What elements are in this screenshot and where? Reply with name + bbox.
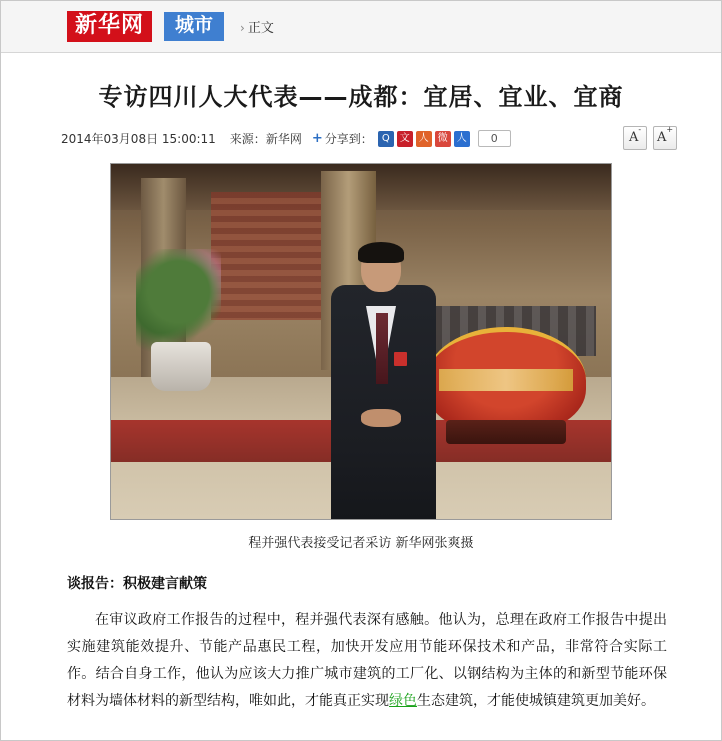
photo-man-tie — [376, 313, 388, 384]
page-title: 专访四川人大代表——成都：宜居、宜业、宜商 — [98, 83, 624, 111]
weibo-share-icon[interactable]: 微 — [435, 131, 451, 147]
source-name[interactable]: 新华网 — [265, 132, 302, 146]
photo-man-badge — [394, 352, 407, 366]
paragraph-text-1: 在审议政府工作报告的过程中，程并强代表深有感触。他认为，总理在政府工作报告中提出实施建筑能效提升、节能产品惠民工程，加快开发应用节能环保技术和产品，非常符合实际工作。结合自身工作，他认为应该大力推广城市建筑的工厂化、以钢结构为主体的和新型节能环保材料为墙体材料的新型结构，唯如此，才能真正实现 — [67, 612, 667, 709]
article-meta — [1, 125, 721, 147]
article-figure — [1, 163, 721, 551]
publish-date: 2014年03月08日 15:00:11 — [61, 132, 216, 146]
share-bar — [312, 130, 511, 147]
article-photo — [110, 163, 612, 520]
channel-tag-city[interactable]: 城市 — [164, 12, 224, 41]
photo-man-hands — [361, 409, 401, 427]
body-paragraph — [67, 607, 667, 715]
font-size-controls — [623, 126, 677, 150]
photo-potted-plant — [136, 249, 221, 356]
site-logo[interactable]: 新华网 — [67, 11, 152, 41]
font-decrease-sup: - — [638, 125, 642, 134]
breadcrumb — [240, 17, 274, 36]
font-decrease-button[interactable] — [623, 126, 647, 150]
renren-share-icon[interactable]: 人 — [454, 131, 470, 147]
section-subheading: 谈报告：积极建言献策 — [67, 576, 207, 592]
renmin-share-icon[interactable]: 人 — [416, 131, 432, 147]
share-label: 分享到： — [324, 132, 373, 146]
share-count: 0 — [478, 130, 511, 147]
share-plus-icon[interactable]: + — [311, 131, 323, 146]
source-label: 来源： — [229, 132, 266, 146]
photo-vat-base — [446, 420, 566, 445]
font-decrease-label: A — [628, 130, 639, 145]
breadcrumb-current: 正文 — [247, 21, 274, 36]
site-header — [1, 1, 721, 53]
paragraph-text-2: 生态建筑，才能使城镇建筑更加美好。 — [417, 693, 655, 709]
article-body — [1, 573, 721, 715]
breadcrumb-arrow-icon: › — [240, 21, 245, 35]
font-increase-sup: + — [666, 125, 674, 134]
sina-share-icon[interactable]: 文 — [397, 131, 413, 147]
font-increase-button[interactable] — [653, 126, 677, 150]
qzone-share-icon[interactable]: Q — [378, 131, 394, 147]
photo-plant-pot — [151, 342, 211, 392]
photo-caption: 程并强代表接受记者采访 新华网张爽摄 — [248, 536, 474, 551]
highlighted-keyword[interactable]: 绿色 — [389, 693, 417, 709]
font-increase-label: A — [656, 130, 667, 145]
photo-man-hair — [358, 242, 404, 263]
photo-red-vat — [426, 327, 586, 434]
